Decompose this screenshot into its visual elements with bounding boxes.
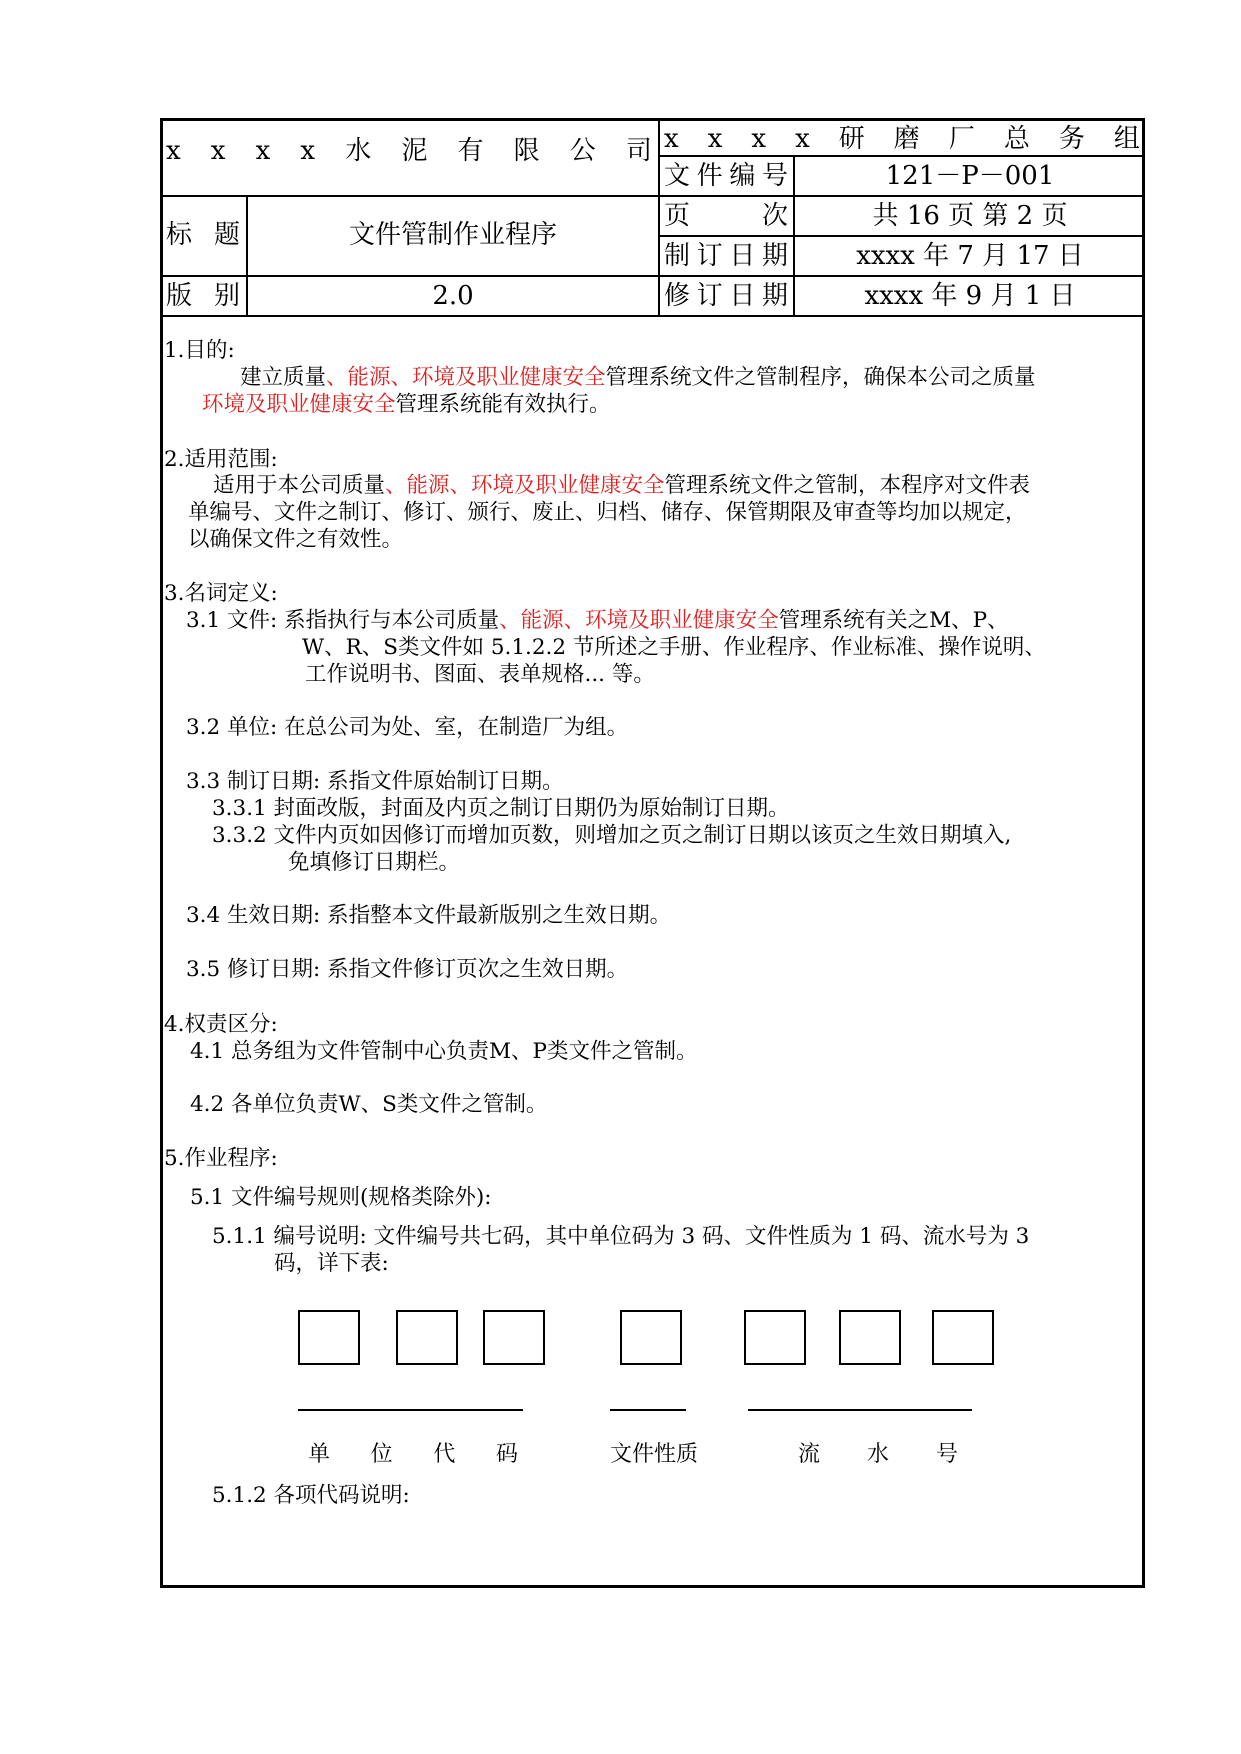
section-5-1-1: 5.1.1 编号说明: 文件编号共七码，其中单位码为 3 码、文件性质为 1 码、流水号为 3 [212,1224,1030,1249]
section-4-title: 4.权责区分: [164,1012,278,1037]
highlight-text: 、能源、环境及职业健康安全 [499,608,779,633]
grid-line [658,118,660,316]
section-3-3-2: 3.3.2 文件内页如因修订而增加页数，则增加之页之制订日期以该页之生效日期填入, [212,823,1012,848]
highlight-text: 、能源、环境及职业健康安全 [326,365,606,390]
section-3-3-2-line-2: 免填修订日期栏。 [288,850,461,875]
section-3-3-1: 3.3.1 封面改版，封面及内页之制订日期仍为原始制订日期。 [212,796,790,821]
page-label: 页 次 [664,201,788,231]
revise-date-value-text: xxxx 年 9 月 1 日 [864,281,1076,311]
title-value-text: 文件管制作业程序 [348,220,557,250]
issue-date-value-text: xxxx 年 7 月 17 日 [856,241,1084,271]
doc-no-label: 文 件 编 号 [664,161,788,191]
code-box [298,1310,360,1365]
grid-line [160,315,1145,317]
code-box [839,1310,901,1365]
issue-date-label: 制 订 日 期 [664,241,788,271]
section-5-1-2: 5.1.2 各项代码说明: [212,1483,410,1508]
serial-label: 流 水 号 [798,1442,958,1467]
section-2-title: 2.适用范围: [164,447,278,472]
page-value [795,203,1145,229]
section-3-1-line-2: W、R、S类文件如 5.1.2.2 节所述之手册、作业程序、作业标准、操作说明、 [302,635,1046,660]
section-3-5: 3.5 修订日期: 系指文件修订页次之生效日期。 [186,957,629,982]
text-run: 管理系统有关之M、P、 [778,608,1009,633]
code-box [396,1310,458,1365]
unit-code-underline [298,1409,523,1411]
section-1-line-2 [202,387,611,418]
revise-date-label: 修 订 日 期 [664,281,788,311]
code-box [932,1310,994,1365]
text-run: 管理系统能有效执行。 [395,392,611,417]
doc-nature-underline [610,1409,686,1411]
version-value [248,283,658,309]
doc-no-value-text: 121－P－001 [885,161,1055,191]
company-name: x x x x 水 泥 有 限 公 司 [166,136,652,166]
doc-nature-label-text: 文件性质 [610,1442,699,1467]
highlight-text: 、能源、环境及职业健康安全 [385,473,665,498]
text-run: 建立质量 [240,365,327,390]
section-2-line-3: 以确保文件之有效性。 [188,527,404,552]
doc-no-value [795,163,1145,189]
grid-line [660,235,1145,237]
section-3-title: 3.名词定义: [164,581,278,606]
text-run: 管理系统文件之管制，本程序对文件表 [664,473,1031,498]
section-5-title: 5.作业程序: [164,1146,278,1171]
highlight-text: 环境及职业健康安全 [202,392,396,417]
doc-nature-label [610,1437,698,1468]
section-4-2: 4.2 各单位负责W、S类文件之管制。 [190,1092,548,1117]
section-2-line-2: 单编号、文件之制订、修订、颁行、废止、归档、储存、保管期限及审查等均加以规定， [188,500,1027,525]
code-box [620,1310,682,1365]
code-box [744,1310,806,1365]
text-run: 管理系统文件之管制程序，确保本公司之质量 [605,365,1036,390]
revise-date-value [795,283,1145,309]
section-5-1: 5.1 文件编号规则(规格类除外): [190,1185,492,1210]
code-box [483,1310,545,1365]
text-run: 适用于本公司质量 [213,473,386,498]
department-name: x x x x 研 磨 厂 总 务 组 [664,124,1140,154]
version-label: 版 别 [166,281,240,311]
section-5-1-1-line-2: 码，详下表: [274,1251,389,1276]
grid-line [660,155,1145,157]
grid-line [160,195,1145,197]
section-4-1: 4.1 总务组为文件管制中心负责M、P类文件之管制。 [190,1039,698,1064]
unit-code-label: 单 位 代 码 [308,1442,518,1467]
serial-underline [748,1409,972,1411]
section-3-1-line-3: 工作说明书、图面、表单规格... 等。 [305,662,655,687]
issue-date-value [795,243,1145,269]
page-value-text: 共 16 页 第 2 页 [872,201,1068,231]
text-run: 3.1 文件: 系指执行与本公司质量 [186,608,500,633]
section-1-title: 1.目的: [164,338,235,363]
section-3-4: 3.4 生效日期: 系指整本文件最新版别之生效日期。 [186,903,672,928]
title-value [248,222,658,248]
section-3-3: 3.3 制订日期: 系指文件原始制订日期。 [186,769,564,794]
version-value-text: 2.0 [432,281,474,311]
title-label: 标 题 [166,220,240,250]
section-3-2: 3.2 单位: 在总公司为处、室，在制造厂为组。 [186,715,629,740]
grid-line [160,275,1145,277]
